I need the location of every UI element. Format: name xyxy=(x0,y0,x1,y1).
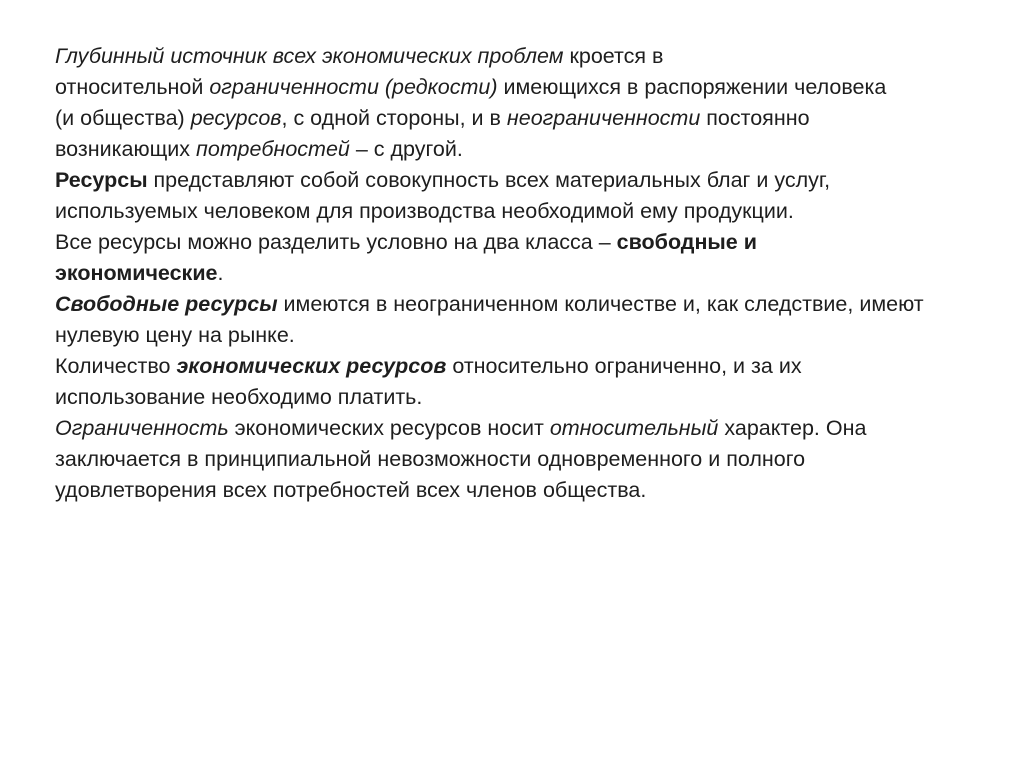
text-segment: . xyxy=(217,261,224,285)
text-segment: относительный xyxy=(549,416,719,440)
text-segment: экономические xyxy=(55,261,218,285)
text-segment: , с одной стороны, и в xyxy=(281,106,507,130)
text-line xyxy=(55,41,995,72)
text-segment: неограниченности xyxy=(506,106,701,130)
text-segment: нулевую цену на рынке. xyxy=(55,323,295,347)
text-segment: ресурсов xyxy=(190,106,282,130)
text-segment: свободные и xyxy=(616,230,757,254)
text-line xyxy=(55,258,995,289)
text-line xyxy=(55,103,995,134)
text-segment: относительной xyxy=(55,75,210,99)
text-line xyxy=(55,413,995,444)
text-line xyxy=(55,289,995,320)
text-segment: относительно ограниченно, и за их xyxy=(446,354,802,378)
body-text xyxy=(55,41,995,506)
text-line xyxy=(55,227,995,258)
text-segment: потребностей xyxy=(196,137,350,161)
text-segment: – с другой. xyxy=(349,137,463,161)
text-segment: кроется в xyxy=(563,44,664,68)
text-segment: используемых человеком для производства необходимой ему продукции. xyxy=(55,199,794,223)
text-segment: (и общества) xyxy=(55,106,191,130)
text-segment: Ограниченность xyxy=(55,416,229,440)
text-segment: Ресурсы xyxy=(55,168,148,192)
text-segment: имеются в неограниченном количестве и, как следствие, имеют xyxy=(277,292,924,316)
text-segment: постоянно xyxy=(700,106,810,130)
text-line xyxy=(55,72,995,103)
text-segment: ограниченности (редкости) xyxy=(209,75,498,99)
text-segment: экономических ресурсов xyxy=(176,354,447,378)
text-line xyxy=(55,351,995,382)
text-segment: возникающих xyxy=(55,137,197,161)
text-segment: Свободные ресурсы xyxy=(55,292,278,316)
text-line xyxy=(55,196,995,227)
text-segment: Глубинный источник всех экономических проблем xyxy=(55,44,564,68)
text-segment: использование необходимо платить. xyxy=(55,385,423,409)
text-line xyxy=(55,475,995,506)
text-segment: характер. Она xyxy=(718,416,867,440)
text-line xyxy=(55,165,995,196)
text-segment: Все ресурсы можно разделить условно на два класса – xyxy=(55,230,617,254)
text-line xyxy=(55,134,995,165)
text-segment: имеющихся в распоряжении человека xyxy=(497,75,887,99)
text-segment: экономических ресурсов носит xyxy=(228,416,550,440)
text-segment: заключается в принципиальной невозможности одновременного и полного xyxy=(55,447,806,471)
text-line xyxy=(55,382,995,413)
text-segment: удовлетворения всех потребностей всех членов общества. xyxy=(55,478,647,502)
text-segment: представляют собой совокупность всех материальных благ и услуг, xyxy=(147,168,831,192)
text-segment: Количество xyxy=(55,354,177,378)
text-line xyxy=(55,320,995,351)
text-line xyxy=(55,444,995,475)
